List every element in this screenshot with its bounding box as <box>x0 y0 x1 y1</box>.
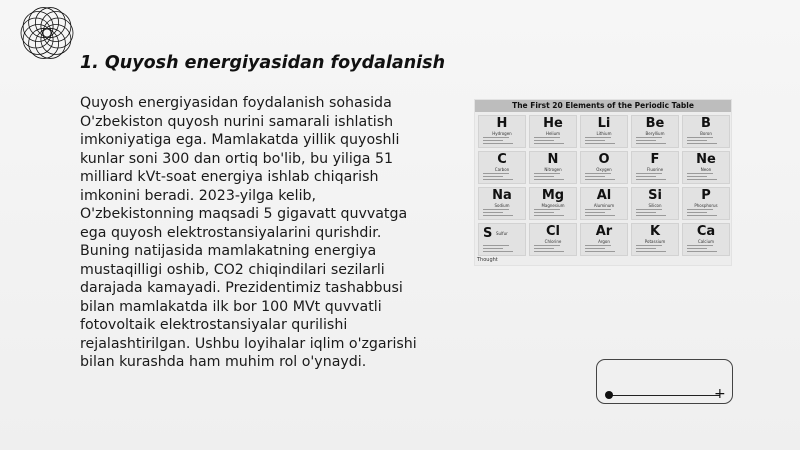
element-symbol: B <box>701 116 711 131</box>
element-name: Lithium <box>596 131 612 136</box>
element-detail-line <box>585 245 611 246</box>
element-symbol: Na <box>492 188 512 203</box>
rosette-logo-icon <box>18 4 76 62</box>
element-name: Boron <box>700 131 712 136</box>
element-symbol: Cl <box>546 224 560 239</box>
element-name: Silicon <box>648 203 662 208</box>
element-symbol: Be <box>645 116 665 131</box>
element-detail-line <box>483 179 513 180</box>
element-symbol: Si <box>648 188 662 203</box>
element-detail-line <box>636 245 662 246</box>
element-detail-line <box>585 173 611 174</box>
element-detail-line <box>585 140 605 141</box>
element-cell-h <box>478 115 526 148</box>
element-detail-line <box>534 140 554 141</box>
element-cell-s <box>478 223 526 256</box>
element-cell-p <box>682 187 730 220</box>
element-detail-line <box>636 140 656 141</box>
element-name: Argon <box>598 239 610 244</box>
element-detail-line <box>687 209 713 210</box>
element-cell-f <box>631 151 679 184</box>
element-detail-line <box>636 209 662 210</box>
element-symbol: Li <box>597 116 611 131</box>
element-detail-line <box>483 215 513 216</box>
element-detail-line <box>534 245 560 246</box>
element-cell-ar <box>580 223 628 256</box>
element-detail-line <box>687 179 717 180</box>
element-detail-line <box>483 140 503 141</box>
element-detail-line <box>585 209 611 210</box>
element-detail-line <box>585 179 615 180</box>
element-detail-line <box>585 176 605 177</box>
element-name: Carbon <box>494 167 510 172</box>
element-detail-line <box>483 173 509 174</box>
element-cell-al <box>580 187 628 220</box>
element-detail-line <box>636 176 656 177</box>
element-detail-line <box>483 251 513 252</box>
element-detail-line <box>687 251 717 252</box>
element-detail-line <box>687 176 707 177</box>
element-detail-line <box>636 251 666 252</box>
element-detail-line <box>585 212 605 213</box>
media-control[interactable] <box>596 359 733 404</box>
element-detail-line <box>483 245 509 246</box>
element-symbol: S <box>483 226 493 241</box>
element-name: Helium <box>545 131 561 136</box>
element-detail-line <box>585 251 615 252</box>
element-cell-si <box>631 187 679 220</box>
element-detail-line <box>483 209 509 210</box>
element-cell-k <box>631 223 679 256</box>
element-detail-line <box>585 248 605 249</box>
element-detail-line <box>636 179 666 180</box>
element-symbol: P <box>701 188 711 203</box>
element-cell-na <box>478 187 526 220</box>
element-name: Sodium <box>494 203 510 208</box>
element-detail-line <box>534 251 564 252</box>
element-detail-line <box>534 137 560 138</box>
element-detail-line <box>687 248 707 249</box>
logo-ring <box>43 18 73 48</box>
element-detail-line <box>534 173 560 174</box>
logo-ring <box>21 18 51 48</box>
element-detail-line <box>636 143 666 144</box>
element-name: Beryllium <box>645 131 665 136</box>
element-symbol: H <box>496 116 508 131</box>
element-detail-line <box>636 173 662 174</box>
element-symbol: Mg <box>541 188 565 203</box>
element-detail-line <box>687 143 717 144</box>
element-symbol: O <box>598 152 610 167</box>
element-name: Phosphorus <box>694 203 718 208</box>
element-detail-line <box>687 212 707 213</box>
element-detail-line <box>483 248 503 249</box>
element-detail-line <box>534 143 564 144</box>
slide-title: 1. Quyosh energiyasidan foydalanish <box>80 53 446 73</box>
element-detail-line <box>585 143 615 144</box>
element-detail-line <box>687 140 707 141</box>
element-symbol: He <box>543 116 563 131</box>
slide-body-text: Quyosh energiyasidan foydalanish sohasida O'zbekiston quyosh nurini samarali ishlatish imkoniyatiga ega. Mamlakatda yillik quyoshli kunlar soni 300 dan ortiq bo'lib, bu yiliga 51 milliard kVt-soat energiya ishlab chiqarish imkonini beradi. 2023-yilga kelib, O'zbekistonning maqsadi 5 gigavatt quvvatga ega quyosh elektrostansiyalarini qurishdir. Buning natijasida mamlakatning energiya mustaqilligi oshib, CO2 chiqindilari sezilarli darajada kamayadi. Prezidentimiz tashabbusi bilan mamlakatda ilk bor 100 MVt quvvatli fotovoltaik elektrostansiyalar qurilishi rejalashtirilgan. Ushbu loyihalar iqlim o'zgarishi bilan kurashda ham muhim rol o'ynaydi. <box>80 95 417 370</box>
periodic-table-note: Thought <box>477 257 498 263</box>
element-detail-line <box>687 215 717 216</box>
element-name: Potassium <box>644 239 666 244</box>
element-cell-li <box>580 115 628 148</box>
element-detail-line <box>687 137 713 138</box>
element-name: Neon <box>700 167 712 172</box>
element-name: Fluorine <box>646 167 664 172</box>
element-cell-ne <box>682 151 730 184</box>
periodic-table-grid <box>475 112 731 256</box>
element-name: Sulfur <box>496 231 508 236</box>
element-cell-c <box>478 151 526 184</box>
dot-icon[interactable] <box>605 391 613 399</box>
element-detail-line <box>636 248 656 249</box>
element-cell-mg <box>529 187 577 220</box>
periodic-table-title: The First 20 Elements of the Periodic Table <box>475 100 731 112</box>
periodic-table-image <box>474 99 732 266</box>
element-symbol: Ar <box>595 224 613 239</box>
element-cell-cl <box>529 223 577 256</box>
element-name: Nitrogen <box>544 167 562 172</box>
element-cell-o <box>580 151 628 184</box>
element-detail-line <box>585 137 611 138</box>
element-cell-he <box>529 115 577 148</box>
element-detail-line <box>534 179 564 180</box>
element-cell-ca <box>682 223 730 256</box>
slider-track[interactable] <box>609 395 720 396</box>
element-name: Calcium <box>697 239 715 244</box>
element-symbol: K <box>649 224 661 239</box>
element-cell-n <box>529 151 577 184</box>
element-detail-line <box>534 215 564 216</box>
element-name: Oxygen <box>596 167 612 172</box>
element-detail-line <box>483 176 503 177</box>
plus-icon[interactable]: + <box>714 386 726 402</box>
element-symbol: Ne <box>696 152 716 167</box>
element-detail-line <box>483 137 509 138</box>
element-symbol: N <box>547 152 559 167</box>
element-detail-line <box>534 176 554 177</box>
element-symbol: C <box>497 152 507 167</box>
element-detail-line <box>636 137 662 138</box>
element-detail-line <box>534 212 554 213</box>
element-detail-line <box>483 143 513 144</box>
element-name: Magnesium <box>541 203 565 208</box>
element-detail-line <box>636 212 656 213</box>
element-name: Hydrogen <box>492 131 512 136</box>
element-name: Chlorine <box>544 239 562 244</box>
element-name: Aluminum <box>593 203 615 208</box>
element-detail-line <box>687 173 713 174</box>
element-detail-line <box>534 248 554 249</box>
element-cell-b <box>682 115 730 148</box>
element-detail-line <box>483 212 503 213</box>
element-detail-line <box>636 215 666 216</box>
element-symbol: Al <box>596 188 612 203</box>
element-detail-line <box>687 245 713 246</box>
element-symbol: Ca <box>696 224 716 239</box>
element-detail-line <box>534 209 560 210</box>
element-symbol: F <box>650 152 660 167</box>
element-detail-line <box>585 215 615 216</box>
element-cell-be <box>631 115 679 148</box>
